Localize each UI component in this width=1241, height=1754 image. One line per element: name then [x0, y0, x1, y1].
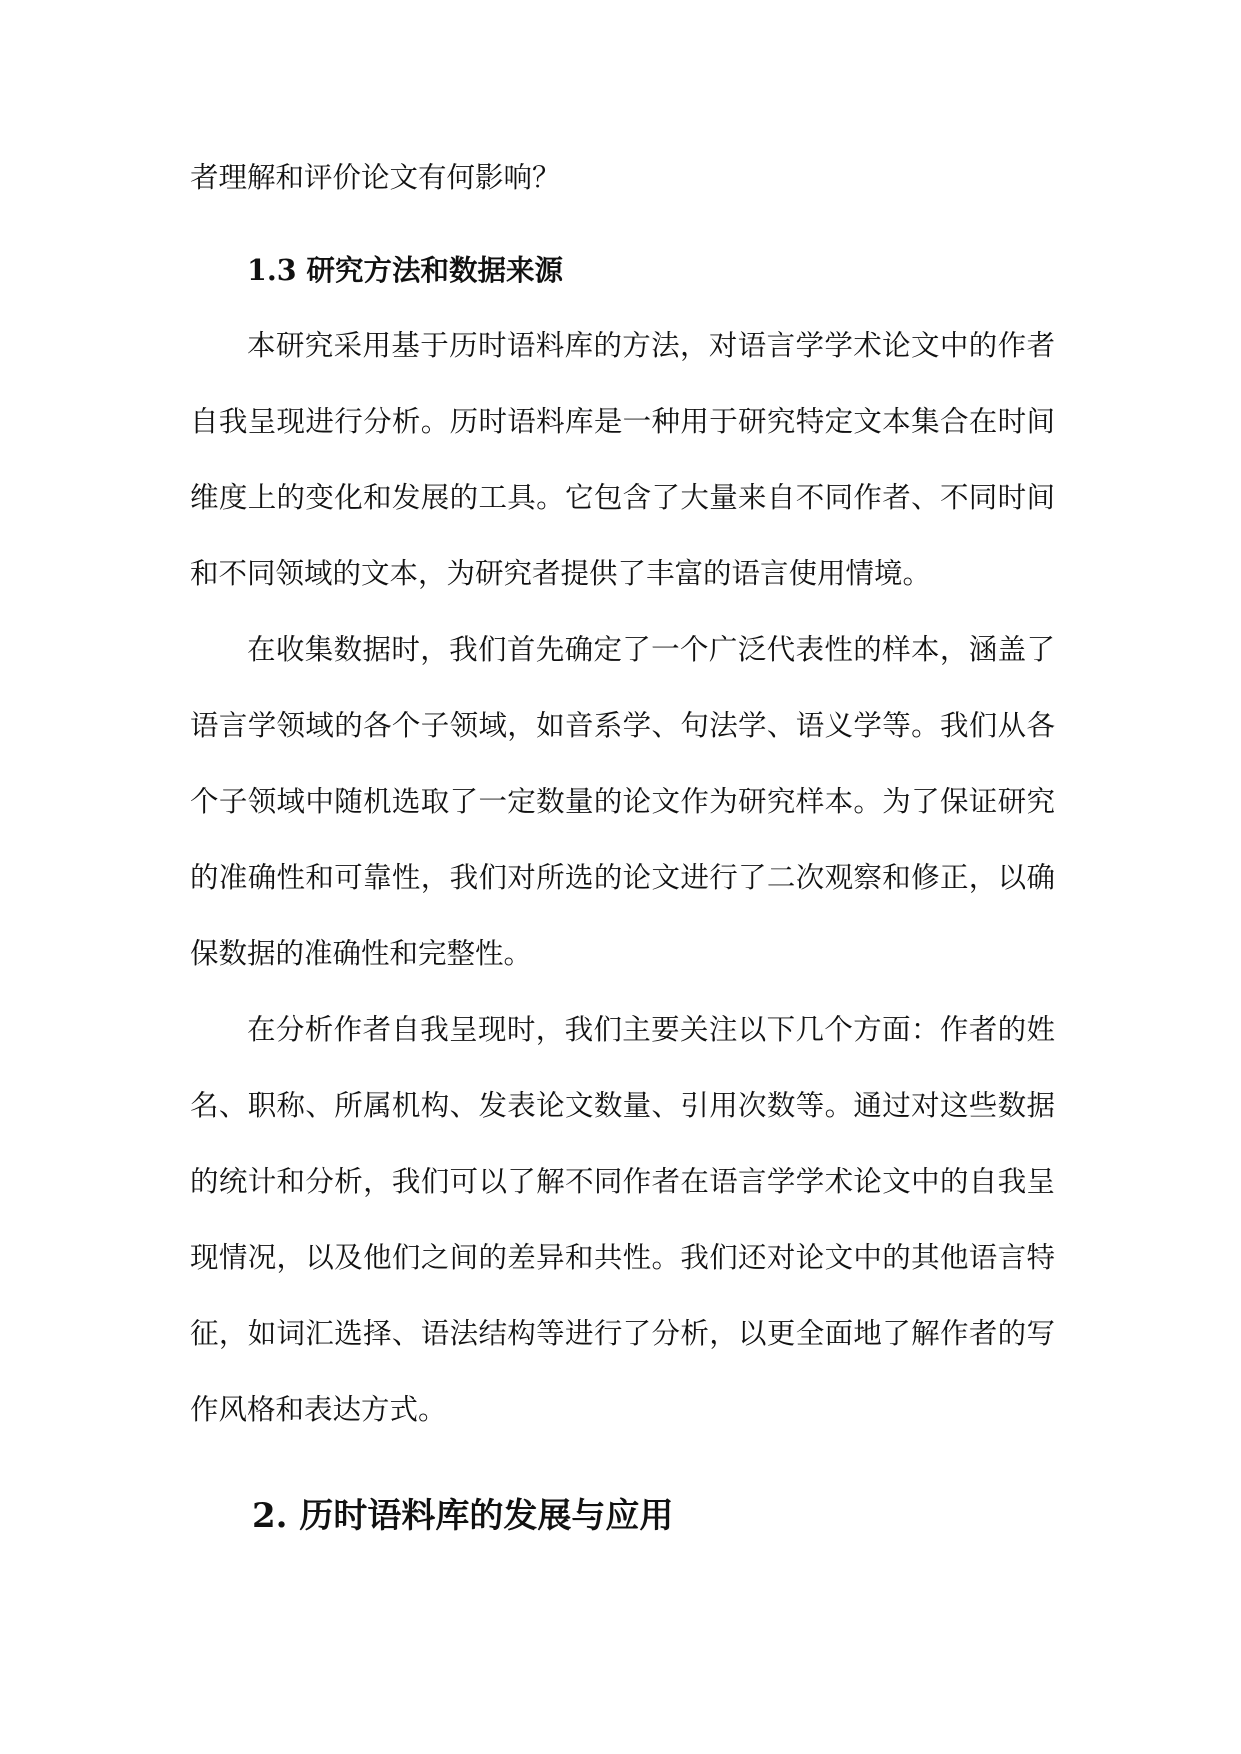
section-heading-1-3: 1.3 研究方法和数据来源: [247, 253, 564, 287]
continuation-text: 者理解和评价论文有何影响？: [190, 161, 561, 194]
paragraph-analysis: 在分析作者自我呈现时，我们主要关注以下几个方面：作者的姓名、职称、所属机构、发表论文数量、引用次数等。通过对这些数据的统计和分析，我们可以了解不同作者在语言学学术论文中的自我呈现情况，以及他们之间的差异和共性。我们还对论文中的其他语言特征，如词汇选择、语法结构等进行了分析，以更全面地了解作者的写作风格和表达方式。: [190, 1013, 1055, 1426]
section-heading-2: 2. 历时语料库的发展与应用: [252, 1496, 674, 1536]
page-body: [190, 140, 1055, 1448]
paragraph-methods: 本研究采用基于历时语料库的方法，对语言学学术论文中的作者自我呈现进行分析。历时语料库是一种用于研究特定文本集合在时间维度上的变化和发展的工具。它包含了大量来自不同作者、不同时间和不同领域的文本，为研究者提供了丰富的语言使用情境。: [190, 329, 1055, 590]
paragraph-data-collection: 在收集数据时，我们首先确定了一个广泛代表性的样本，涵盖了语言学领域的各个子领域，如音系学、句法学、语义学等。我们从各个子领域中随机选取了一定数量的论文作为研究样本。为了保证研究的准确性和可靠性，我们对所选的论文进行了二次观察和修正，以确保数据的准确性和完整性。: [190, 633, 1055, 970]
